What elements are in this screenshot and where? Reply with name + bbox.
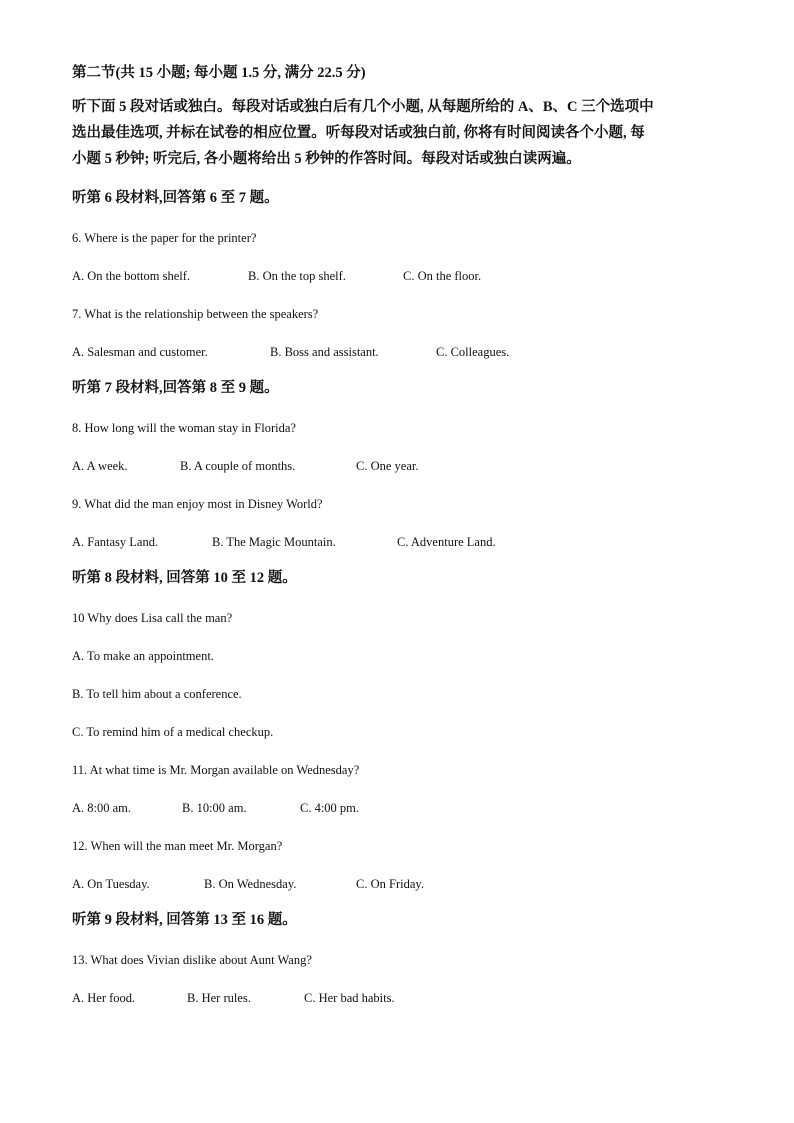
question-options <box>72 533 672 551</box>
option-a: A. 8:00 am. <box>72 801 132 815</box>
option-c: C. On the floor. <box>403 269 482 283</box>
option-a: A. Her food. <box>72 991 136 1005</box>
instruction-line: 听下面 5 段对话或独白。每段对话或独白后有几个小题, 从每题所给的 A、B、C 三个选项中 <box>72 99 654 115</box>
instruction-line: 选出最佳选项, 并标在试卷的相应位置。听每段对话或独白前, 你将有时间阅读各个小题, 每 <box>72 125 645 141</box>
instruction-line: 小题 5 秒钟; 听完后, 各小题将给出 5 秒钟的作答时间。每段对话或独白读两遍。 <box>72 151 581 167</box>
option-c: C. Her bad habits. <box>304 991 395 1005</box>
question-stem: 6. Where is the paper for the printer? <box>72 231 257 245</box>
question-stem: 13. What does Vivian dislike about Aunt Wang? <box>72 953 312 967</box>
instructions <box>72 94 722 172</box>
option-c: C. To remind him of a medical checkup. <box>72 725 274 739</box>
option-b: B. Boss and assistant. <box>270 345 379 359</box>
section-title: 听第 8 段材料, 回答第 10 至 12 题。 <box>72 570 297 586</box>
option-a: A. Salesman and customer. <box>72 345 208 359</box>
question-stem: 12. When will the man meet Mr. Morgan? <box>72 839 283 853</box>
option-b: B. 10:00 am. <box>182 801 247 815</box>
question-stem: 11. At what time is Mr. Morgan available on Wednesday? <box>72 763 360 777</box>
option-b: B. A couple of months. <box>180 459 296 473</box>
option-b: B. On the top shelf. <box>248 269 346 283</box>
question-options <box>72 989 672 1007</box>
part-title: 第二节(共 15 小题; 每小题 1.5 分, 满分 22.5 分) <box>72 65 366 81</box>
option-c: C. Colleagues. <box>436 345 510 359</box>
section-title: 听第 7 段材料,回答第 8 至 9 题。 <box>72 380 279 396</box>
option-c: C. One year. <box>356 459 419 473</box>
question-options <box>72 875 672 893</box>
option-c: C. Adventure Land. <box>397 535 496 549</box>
option-b: B. The Magic Mountain. <box>212 535 336 549</box>
option-b: B. On Wednesday. <box>204 877 297 891</box>
option-c: C. 4:00 pm. <box>300 801 360 815</box>
option-a: A. A week. <box>72 459 128 473</box>
option-a: A. Fantasy Land. <box>72 535 159 549</box>
exam-page <box>72 62 722 172</box>
question-stem: 10 Why does Lisa call the man? <box>72 611 233 625</box>
question-stem: 9. What did the man enjoy most in Disney World? <box>72 497 323 511</box>
option-a: A. On Tuesday. <box>72 877 150 891</box>
question-options <box>72 343 672 361</box>
question-stem: 8. How long will the woman stay in Florida? <box>72 421 296 435</box>
option-c: C. On Friday. <box>356 877 424 891</box>
question-options <box>72 799 672 817</box>
question-options <box>72 267 672 285</box>
question-stem: 7. What is the relationship between the speakers? <box>72 307 319 321</box>
option-b: B. To tell him about a conference. <box>72 687 242 701</box>
question-options <box>72 457 672 475</box>
option-b: B. Her rules. <box>187 991 251 1005</box>
option-a: A. To make an appointment. <box>72 649 214 663</box>
option-a: A. On the bottom shelf. <box>72 269 191 283</box>
section-title: 听第 9 段材料, 回答第 13 至 16 题。 <box>72 912 297 928</box>
section-title: 听第 6 段材料,回答第 6 至 7 题。 <box>72 190 279 206</box>
